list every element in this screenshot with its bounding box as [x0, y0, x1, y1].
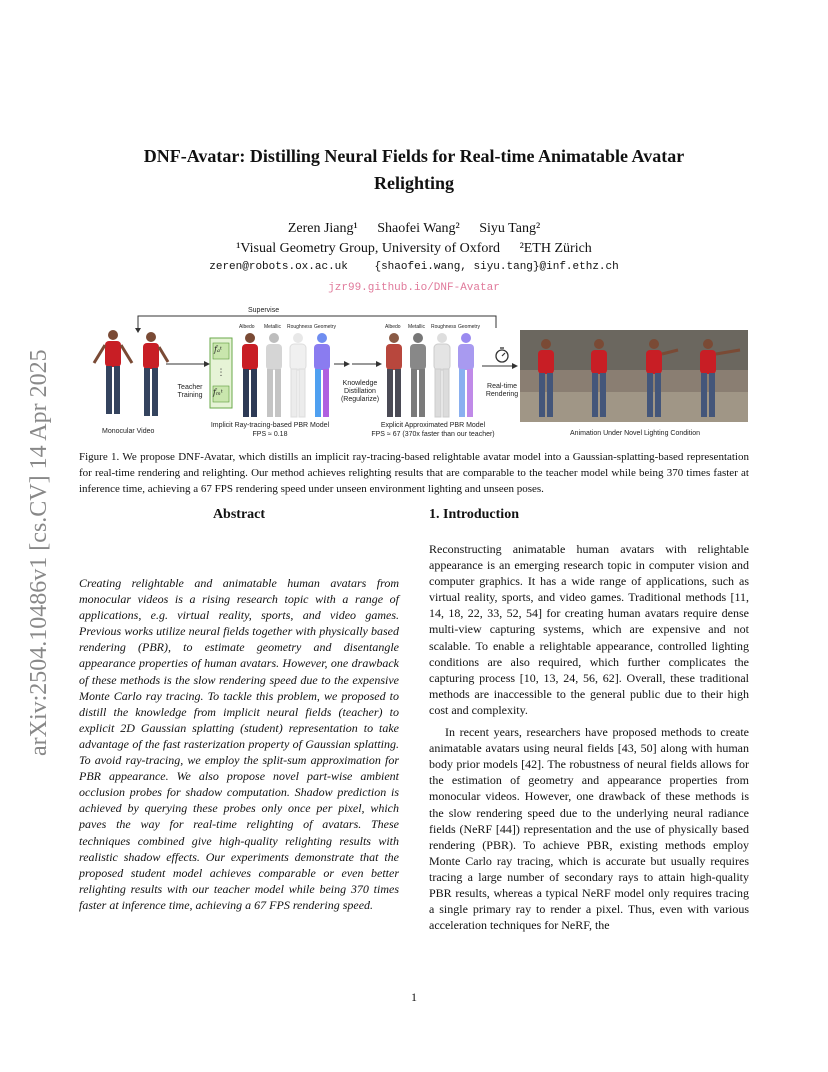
project-url-link[interactable]: jzr99.github.io/DNF-Avatar — [328, 282, 500, 294]
fm-label: fₘᵗ — [213, 388, 223, 397]
intro-heading-text: 1. Introduction — [429, 507, 519, 522]
map-label-geometry: Geometry — [458, 324, 480, 330]
title-line-2: Relighting — [373, 173, 454, 193]
arrow-head — [512, 363, 518, 369]
animation-label: Animation Under Novel Lighting Condition — [570, 430, 700, 437]
map-label-albedo: Albedo — [239, 324, 255, 330]
author: Zeren Jiang¹ — [287, 221, 358, 236]
intro-heading — [429, 506, 749, 523]
abstract-body: Creating relightable and animatable human avatars from monocular videos is a rising research topic with a range of applications, e.g. virtual reality, sports, and video games. Previous works utilize neural fields together with physically based rendering (PBR), to estimate geometry and disentangle appearance properties of human avatars. However, one drawback of these methods is the slow rendering speed due to the expensive Monte Carlo ray tracing. To tackle this problem, we proposed to distill the knowledge from implicit neural fields (teacher) to explicit 2D Gaussian splatting (student) representation to take advantage of the fast rasterization property of Gaussian splatting. To avoid ray-tracing, we employ the split-sum approximation for PBR appearance. We also propose novel part-wise ambient occlusion probes for shadow computation. Shadow prediction is achieved by querying these probes only once per pixel, which paves the way for real-time relighting of avatars. These techniques combined give high-quality relighting results with realistic shadow effects. Our experiments demonstrate that the proposed student model achieves comparable or even better relighting results with our teacher model while being 370 times faster at inference time, achieving a 67 FPS rendering speed. — [79, 576, 399, 912]
implicit-fps-label: FPS ≈ 0.18 — [252, 431, 288, 438]
abstract-heading — [79, 506, 399, 523]
paper-title — [90, 143, 738, 197]
title-line-1: DNF-Avatar: Distilling Neural Fields for Real-time Animatable Avatar — [143, 146, 685, 166]
stopwatch-icon — [496, 348, 508, 362]
map-label-metallic: Metallic — [264, 324, 281, 330]
supervise-label: Supervise — [248, 307, 280, 314]
abstract-heading-text: Abstract — [212, 507, 266, 522]
email: {shaofei.wang, siyu.tang}@inf.ethz.ch — [374, 261, 619, 273]
author: Siyu Tang² — [479, 221, 541, 236]
author-block — [90, 219, 738, 259]
map-label-roughness: Roughness — [431, 324, 457, 330]
explicit-fps-label: FPS ≈ 67 (370x faster than our teacher) — [371, 431, 495, 438]
implicit-metallic-avatar — [266, 333, 282, 417]
arxiv-id: arXiv:2504.10486v1 [cs.CV] 14 Apr 2025 — [26, 349, 52, 756]
realtime-rendering-label: Real-time Rendering — [485, 383, 519, 398]
email: zeren@robots.ox.ac.uk — [209, 261, 348, 273]
map-label-roughness: Roughness — [287, 324, 313, 330]
arxiv-stamp — [26, 286, 52, 756]
implicit-roughness-avatar — [290, 333, 306, 417]
monocular-person-2 — [143, 332, 168, 416]
author-emails — [90, 261, 738, 273]
fa-label: fₐᵗ — [214, 345, 222, 354]
svg-text:⋮: ⋮ — [216, 367, 226, 377]
teacher-training-label: Teacher Training — [177, 384, 203, 399]
explicit-roughness-avatar — [434, 333, 450, 417]
intro-body — [429, 541, 749, 933]
figure-caption: Figure 1. We propose DNF-Avatar, which distills an implicit ray-tracing-based relightable avatar model into a Gaussian-splatting-based representation for real-time rendering and relighting. Our method achieves relighting results that are comparable to the teacher model while being 370 times faster at inference time, achieving a 67 FPS rendering speed under unseen environment lighting and unseen poses. — [79, 451, 749, 495]
intro-paragraph-2: In recent years, researchers have proposed methods to create animatable avatars using neural fields [43, 50] along with human body prior models [42]. The robustness of neural fields allows for the estimation of geometry and appearance properties from monocular videos. However, one drawback of these methods is the slow rendering speed due to the underlying neural radiance fields (NeRF [44]) representation and the use of physically based rendering (PBR). To achieve PBR, existing methods employ Monte Carlo ray tracing, which is accurate but usually requires tracing a large number of secondary rays to attain high-quality PBR results, whereas a typical NeRF model only requires tracing a single primary ray to render a pixel. Thus, even with various acceleration techniques for NeRF, the — [429, 725, 749, 933]
arrow-head — [204, 361, 210, 367]
affiliation: ¹Visual Geometry Group, University of Oxford — [236, 241, 501, 256]
page-number: 1 — [411, 990, 417, 1004]
map-label-geometry: Geometry — [314, 324, 336, 330]
map-label-albedo: Albedo — [385, 324, 401, 330]
author-names — [90, 219, 738, 239]
implicit-albedo-avatar — [242, 333, 258, 417]
arrow-head — [344, 361, 350, 367]
arrow-head — [135, 328, 141, 333]
affiliation: ²ETH Zürich — [519, 241, 592, 256]
implicit-geometry-avatar — [314, 333, 330, 417]
distillation-label: Knowledge Distillation (Regularize) — [340, 380, 380, 403]
author: Shaofei Wang² — [377, 221, 460, 236]
implicit-model-label: Implicit Ray-tracing-based PBR Model — [210, 422, 330, 429]
affiliations — [90, 239, 738, 259]
monocular-video-label: Monocular Video — [102, 428, 155, 435]
map-label-metallic: Metallic — [408, 324, 425, 330]
explicit-metallic-avatar — [410, 333, 426, 417]
explicit-albedo-avatar — [386, 333, 402, 417]
explicit-geometry-avatar — [458, 333, 474, 417]
animation-frames — [520, 330, 748, 422]
teaser-figure — [88, 300, 748, 445]
explicit-model-label: Explicit Approximated PBR Model — [380, 422, 486, 429]
intro-paragraph-1: Reconstructing animatable human avatars with relightable appearance is an emerging research topic in computer vision and computer graphics. It has a wide range of applications, such as virtual reality, sports, and video games. Traditional methods [11, 14, 18, 22, 33, 52, 54] for creating human avatars require dense multi-view capturing systems, which are expensive and not scalable. To enable a relightable appearance, controlled lighting conditions are also required, which further complicates the capturing process [10, 13, 24, 56, 62]. Overall, these traditional methods are inaccessible to the general public due to their high cost and complexity. — [429, 542, 749, 717]
monocular-person-1 — [94, 330, 132, 414]
arrow-head — [376, 361, 382, 367]
